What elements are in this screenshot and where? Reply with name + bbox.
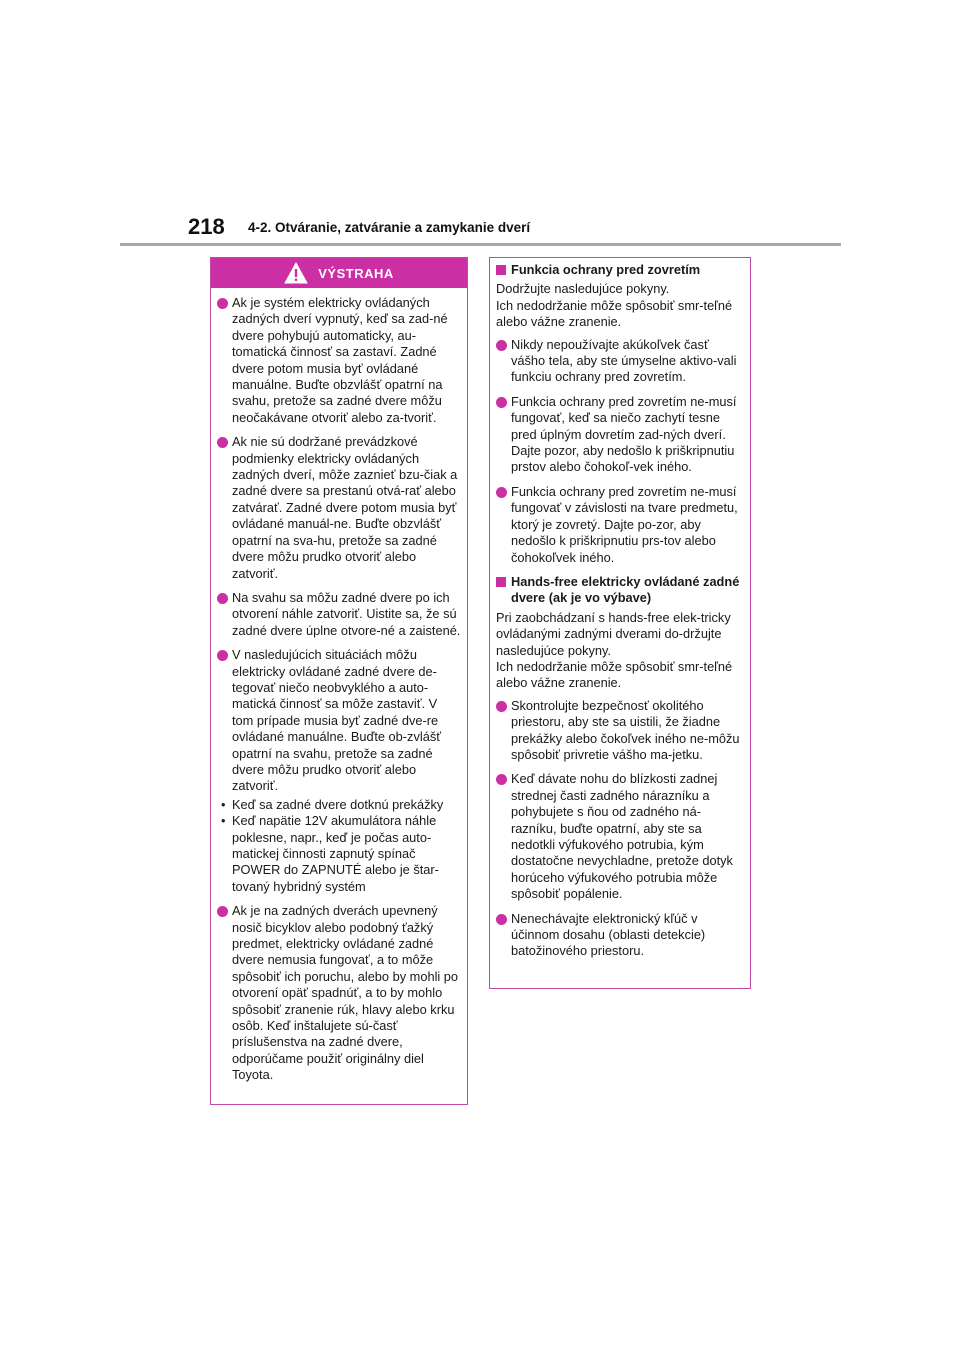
warning-sub-item [217, 797, 461, 813]
right-item-text: Funkcia ochrany pred zovretím ne-musí fungovať, keď sa niečo zachytí tesne pred úplným dovretím zad-ných dverí. Dajte pozor, aby nedošlo k priškripnutiu prstov alebo čohokoľ-vek iného. [511, 393, 737, 475]
section-heading [496, 262, 744, 278]
header-rule [120, 243, 841, 246]
bullet-dot-icon [217, 298, 228, 309]
right-item-text: Keď dávate nohu do blízkosti zadnej strednej časti zadného nárazníku a pohybujete s ňou od zadného ná-razníku, buďte opatrní, aby ste sa nedotkli výfukového potrubia, kým dostatočne nevychladne, pretože dotyk horúceho výfukového potrubia môže spôsobiť popálenie. [511, 771, 733, 902]
page-number: 218 [188, 214, 225, 239]
right-item [496, 771, 744, 902]
section-title: 4-2. Otváranie, zatváranie a zamykanie dverí [248, 220, 531, 235]
sub-bullet-icon: • [221, 813, 226, 829]
warning-item [217, 295, 461, 426]
right-item-text: Nenechávajte elektronický kľúč v účinnom dosahu (oblasti detekcie) batožinového priestoru. [511, 910, 706, 959]
warning-sub-list [217, 797, 461, 895]
bullet-dot-icon [217, 593, 228, 604]
right-column-box [489, 257, 751, 989]
right-item-text: Skontrolujte bezpečnosť okolitého priestoru, aby ste sa uistili, že žiadne prekážky alebo čokoľvek iného ne-môžu spôsobiť privretie vášho ma-jetku. [511, 697, 740, 762]
warning-item [217, 647, 461, 795]
bullet-dot-icon [496, 701, 507, 712]
warning-body [211, 288, 467, 1084]
sub-bullet-icon: • [221, 796, 226, 812]
bullet-dot-icon [217, 437, 228, 448]
section-heading-text: Funkcia ochrany pred zovretím [511, 262, 701, 277]
section-heading-text: Hands-free elektricky ovládané zadné dvere (ak je vo výbave) [511, 573, 740, 606]
right-item [496, 394, 744, 476]
bullet-dot-icon [496, 340, 507, 351]
warning-title: VÝSTRAHA [318, 265, 394, 281]
bullet-dot-icon [496, 774, 507, 785]
warning-sub-item-text: Keď sa zadné dvere dotknú prekážky [232, 796, 444, 812]
warning-box [210, 257, 468, 1105]
warning-item [217, 903, 461, 1083]
section-intro [496, 610, 744, 692]
warning-item-text: Na svahu sa môžu zadné dvere po ich otvorení náhle zatvoriť. Uistite sa, že sú zadné dvere úplne otvore-né a zaistené. [232, 589, 461, 638]
section-intro [496, 281, 744, 330]
intro-line: Ich nedodržanie môže spôsobiť smr-teľné alebo vážne zranenie. [496, 658, 733, 691]
warning-item-text: Ak je systém elektricky ovládaných zadných dverí vypnutý, keď sa zad-né dvere pohybujú automaticky, au-tomatická činnosť sa zastaví. Zadné dvere potom musia byť ovládané manuálne. Buďte obzvlášť opatrní na svahu, pretože sa zadné dvere môžu neočakávane otvoriť alebo za-tvoriť. [232, 295, 448, 425]
bullet-dot-icon [496, 914, 507, 925]
right-item-text: Nikdy nepoužívajte akúkoľvek časť vášho tela, aby ste úmyselne aktivo-vali funkciu ochrany pred zovretím. [511, 336, 737, 385]
warning-header [211, 258, 467, 288]
warning-sub-item [217, 813, 461, 895]
warning-item-text: Ak nie sú dodržané prevádzkové podmienky elektricky ovládaných zadných dverí, môže zaznieť bzu-čiak a zadné dvere sa prestanú otvá-rať alebo zatvárať. Zadné dvere potom musia byť ovládané manuál-ne. Buďte obzvlášť opatrní na sva-hu, pretože sa zadné dvere môžu prudko otvoriť alebo zatvoriť. [232, 434, 458, 581]
warning-item-text: V nasledujúcich situáciách môžu elektricky ovládané zadné dvere de-tegovať niečo neobvyklého a auto-matická činnosť sa môže zastaviť. V tom prípade musia byť zadné dve-re ovládané manuálne. Buďte ob-zvlášť opatrní na svahu, pretože sa zadné dvere môžu prudko otvoriť alebo zatvoriť. [232, 647, 442, 794]
right-item [496, 911, 744, 960]
warning-sub-item-text: Keď napätie 12V akumulátora náhle poklesne, napr., keď je počas auto-matickej činnosti zapnutý spínač POWER do ZAPNUTÉ alebo je štar-tovaný hybridný systém [232, 813, 439, 894]
warning-item-text: Ak je na zadných dverách upevnený nosič bicyklov alebo podobný ťažký predmet, elektricky ovládané zadné dvere nemusia fungovať, a to môže spôsobiť ich poruchu, alebo by mohli po otvorení opäť spadnúť, a to by mohlo spôsobiť zranenie rúk, hlavy alebo krku osôb. Keď inštalujete sú-časť príslušenstva na zadné dvere, odporúčame použiť originálny diel Toyota. [232, 903, 459, 1083]
right-item [496, 698, 744, 764]
bullet-dot-icon [496, 397, 507, 408]
bullet-dot-icon [496, 487, 507, 498]
warning-item [217, 434, 461, 582]
square-bullet-icon [496, 265, 506, 275]
square-bullet-icon [496, 577, 506, 587]
bullet-dot-icon [217, 906, 228, 917]
intro-line: Ich nedodržanie môže spôsobiť smr-teľné alebo vážne zranenie. [496, 297, 733, 330]
right-item-text: Funkcia ochrany pred zovretím ne-musí fungovať v závislosti na tvare predmetu, ktorý je zovretý. Dajte po-zor, aby nedošlo k priškripnutiu prs-tov alebo čohokoľvek iného. [511, 483, 738, 565]
intro-line: Pri zaobchádzaní s hands-free elek-tricky ovládanými zadnými dverami do-držujte nasledujúce pokyny. [496, 609, 731, 658]
section-heading [496, 574, 744, 607]
warning-triangle-icon [284, 262, 308, 284]
bullet-dot-icon [217, 650, 228, 661]
warning-item [217, 590, 461, 639]
right-item [496, 337, 744, 386]
intro-line: Dodržujte nasledujúce pokyny. [496, 281, 670, 297]
right-item [496, 484, 744, 566]
